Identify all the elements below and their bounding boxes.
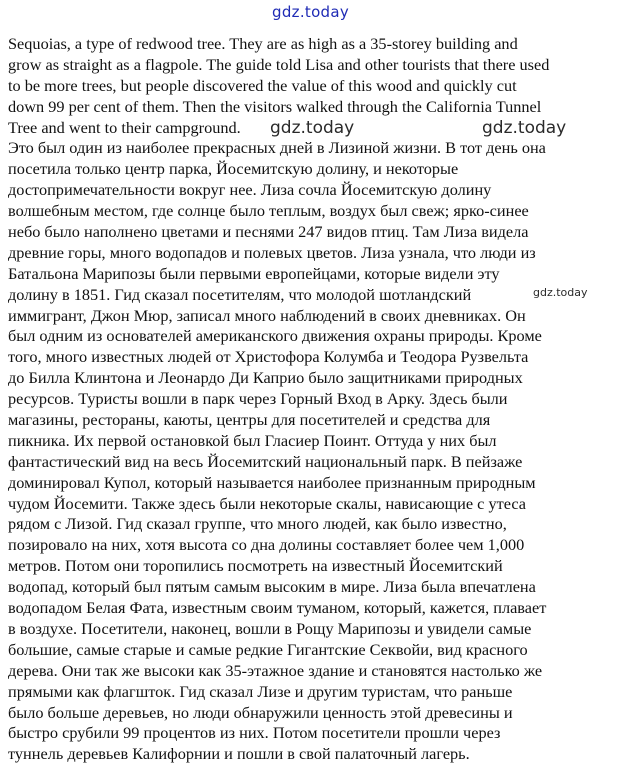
english-line: Tree and went to their campground.	[8, 117, 241, 137]
russian-line: древние горы, много водопадов и полевых цветов. Лиза узнала, что люди из	[8, 242, 536, 262]
russian-line: иммигрант, Джон Мюр, записал много наблюдений в своих дневниках. Он	[8, 305, 526, 325]
russian-line: того, много известных людей от Христофора Колумба и Теодора Рузвельта	[8, 347, 529, 367]
russian-line: рядом с Лизой. Гид сказал группе, что много людей, как было известно,	[8, 514, 507, 534]
english-line: Sequoias, a type of redwood tree. They are as high as a 35-storey building and	[8, 34, 518, 53]
russian-line: доминировал Купол, который называется наиболее признанным природным	[8, 472, 536, 492]
russian-line: ресурсов. Туристы вошли в парк через Горный Вход в Арку. Здесь были	[8, 389, 508, 409]
watermark-small: gdz.today	[533, 286, 588, 299]
russian-line: большие, самые старые и самые редкие Гигантские Секвойи, вид красного	[8, 639, 528, 659]
russian-line: туннель деревьев Калифорнии и пошли в свой палаточный лагерь.	[8, 744, 470, 764]
russian-line: до Билла Клинтона и Леонардо Ди Каприо было защитниками природных	[8, 368, 523, 388]
russian-line: Батальона Марипозы были первыми европейцами, которые видели эту	[8, 263, 500, 283]
russian-line: фантастический вид на весь Йосемитский национальный парк. В пейзаже	[8, 451, 523, 471]
english-line: grow as straight as a flagpole. The guide told Lisa and other tourists that there used	[8, 54, 550, 74]
russian-line: позировало на них, хотя высота со дна долины составляет более чем 1,000	[8, 535, 525, 555]
russian-line: метров. Потом они торопились посмотреть на известный Йосемитский	[8, 556, 503, 576]
english-line: to be more trees, but people discovered the value of this wood and quickly cut	[8, 75, 517, 95]
russian-line: Это был один из наиболее прекрасных дней в Лизиной жизни. В тот день она	[8, 138, 546, 158]
russian-line: пикника. Их первой остановкой был Гласиер Поинт. Оттуда у них был	[8, 430, 497, 450]
body-text	[8, 34, 622, 765]
russian-line: водопад, который был пятым самым высоким в мире. Лиза была впечатлена	[8, 577, 536, 597]
russian-line: достопримечательности вокруг нее. Лиза сочла Йосемитскую долину	[8, 180, 492, 200]
russian-line: небо было наполнено цветами и песнями 247 видов птиц. Там Лиза видела	[8, 222, 529, 242]
russian-line: прямыми как флагшток. Гид сказал Лизе и другим туристам, что раньше	[8, 681, 513, 701]
russian-line: магазины, рестораны, каюты, центры для посетителей и средства для	[8, 410, 491, 430]
russian-line: дерева. Они так же высоки как 35-этажное здание и становятся настолько же	[8, 660, 543, 680]
russian-line: чудом Йосемити. Также здесь были некоторые скалы, нависающие с утеса	[8, 493, 527, 513]
russian-line: быстро срубили 99 процентов из них. Потом посетители прошли через	[8, 723, 501, 743]
watermark-top: gdz.today	[272, 3, 350, 21]
russian-line: водопадом Белая Фата, известным своим туманом, который, кажется, плавает	[8, 598, 547, 618]
russian-line: в воздухе. Посетители, наконец, вошли в Рощу Марипозы и увидели самые	[8, 618, 532, 638]
russian-line: волшебным местом, где солнце было теплым, воздух был свеж; ярко-синее	[8, 201, 529, 221]
russian-line: было больше деревьев, но люди обнаружили ценность этой древесины и	[8, 702, 513, 722]
english-line: down 99 per cent of them. Then the visitors walked through the California Tunnel	[8, 96, 542, 116]
russian-line: долину в 1851. Гид сказал посетителям, что молодой шотландский	[8, 284, 472, 304]
watermark-mid-right: gdz.today	[482, 118, 567, 138]
russian-line: был одним из основателей американского движения охраны природы. Кроме	[8, 326, 542, 346]
watermark-mid-left: gdz.today	[270, 118, 355, 138]
russian-line: посетила только центр парка, Йосемитскую долину, и некоторые	[8, 159, 459, 179]
